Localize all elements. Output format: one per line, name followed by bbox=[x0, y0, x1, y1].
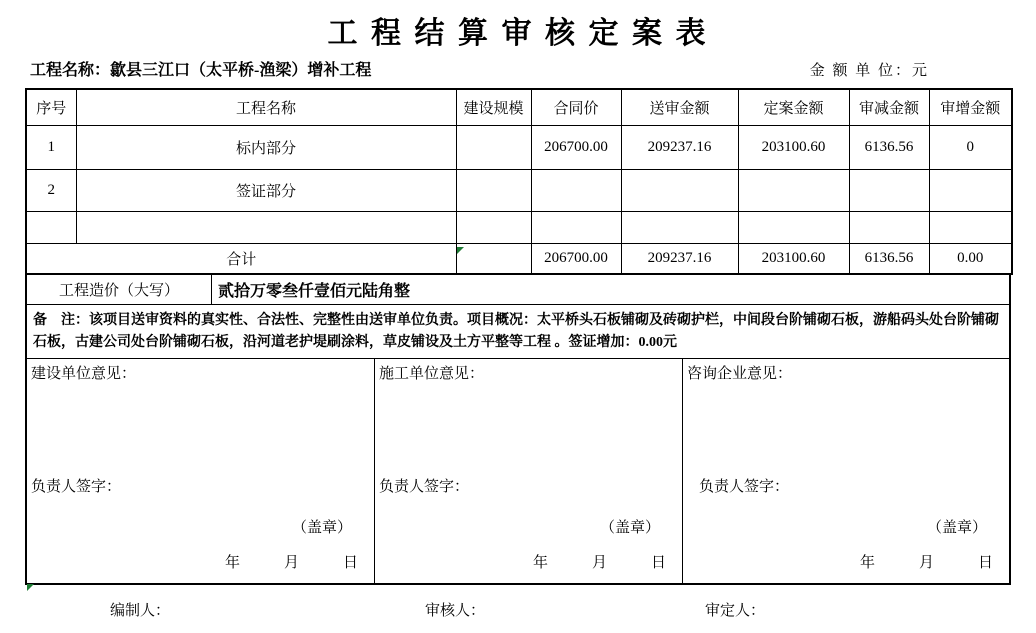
day-label: 日 bbox=[977, 555, 993, 571]
signature-label: 负责人签字： bbox=[31, 479, 122, 495]
seal-label: （盖章） bbox=[291, 520, 352, 536]
preparer-label: 编制人： bbox=[110, 603, 171, 619]
cell-scale bbox=[456, 125, 531, 169]
cell-project-name bbox=[76, 211, 456, 243]
cell-seq: 1 bbox=[26, 125, 76, 169]
cell-reduced: 6136.56 bbox=[849, 125, 929, 169]
total-label: 合计 bbox=[26, 243, 456, 274]
cell-increased: 0 bbox=[929, 125, 1012, 169]
opinion-box-owner bbox=[27, 359, 374, 583]
footer-row bbox=[0, 599, 1036, 621]
total-finalized: 203100.60 bbox=[738, 243, 849, 274]
cell-project-name: 标内部分 bbox=[76, 125, 456, 169]
cell-submitted bbox=[621, 169, 738, 211]
opinion-title: 建设单位意见： bbox=[31, 366, 137, 382]
month-label: 月 bbox=[283, 555, 299, 571]
signature-label: 负责人签字： bbox=[379, 479, 470, 495]
col-header-seq: 序号 bbox=[26, 89, 76, 125]
year-label: 年 bbox=[532, 555, 548, 571]
total-scale bbox=[456, 243, 531, 274]
col-header-finalized: 定案金额 bbox=[738, 89, 849, 125]
col-header-reduced: 审减金额 bbox=[849, 89, 929, 125]
table-row bbox=[26, 125, 1012, 169]
cell-contract: 206700.00 bbox=[531, 125, 621, 169]
cell-seq: 2 bbox=[26, 169, 76, 211]
cell-contract bbox=[531, 169, 621, 211]
total-contract: 206700.00 bbox=[531, 243, 621, 274]
cell-finalized: 203100.60 bbox=[738, 125, 849, 169]
total-increased: 0.00 bbox=[929, 243, 1012, 274]
summary-grid bbox=[25, 88, 1013, 275]
col-header-project: 工程名称 bbox=[76, 89, 456, 125]
year-label: 年 bbox=[859, 555, 875, 571]
day-label: 日 bbox=[342, 555, 358, 571]
seal-label: （盖章） bbox=[926, 520, 987, 536]
col-header-contract: 合同价 bbox=[531, 89, 621, 125]
month-label: 月 bbox=[591, 555, 607, 571]
page-title: 工 程 结 算 审 核 定 案 表 bbox=[327, 17, 709, 50]
cost-in-words-value: 贰拾万零叁仟壹佰元陆角整 bbox=[218, 283, 411, 300]
table-header-row bbox=[26, 89, 1012, 125]
approver-label: 审定人： bbox=[705, 603, 766, 619]
date-line bbox=[533, 551, 666, 572]
col-header-scale: 建设规模 bbox=[456, 89, 531, 125]
opinion-title: 施工单位意见： bbox=[379, 366, 485, 382]
cell-reduced bbox=[849, 169, 929, 211]
project-name-label: 工程名称：歙县三江口（太平桥-渔梁）增补工程 bbox=[30, 62, 372, 79]
date-line bbox=[225, 551, 358, 572]
cell-scale bbox=[456, 211, 531, 243]
cell-scale bbox=[456, 169, 531, 211]
cell-submitted bbox=[621, 211, 738, 243]
cell-project-name: 签证部分 bbox=[76, 169, 456, 211]
total-reduced: 6136.56 bbox=[849, 243, 929, 274]
error-indicator-triangle bbox=[27, 584, 34, 591]
seal-label: （盖章） bbox=[599, 520, 660, 536]
cell-finalized bbox=[738, 169, 849, 211]
remark-row: 备 注：该项目送审资料的真实性、合法性、完整性由送审单位负责。项目概况：太平桥头石板铺砌及砖砌护栏，中间段台阶铺砌石板，游船码头处台阶铺砌石板，古建公司处台阶铺砌石板，沿河道老护堤刷涂料，草皮铺设及土方平整等工程 。签证增加：0.00元 bbox=[25, 305, 1011, 359]
day-label: 日 bbox=[650, 555, 666, 571]
cell-submitted: 209237.16 bbox=[621, 125, 738, 169]
error-indicator-triangle bbox=[457, 247, 464, 254]
date-line bbox=[860, 551, 993, 572]
reviewer-label: 审核人： bbox=[425, 603, 486, 619]
cell-increased bbox=[929, 169, 1012, 211]
year-label: 年 bbox=[224, 555, 240, 571]
cell-increased bbox=[929, 211, 1012, 243]
cost-in-words-label: 工程造价（大写） bbox=[27, 275, 212, 304]
month-label: 月 bbox=[918, 555, 934, 571]
table-row-empty bbox=[26, 211, 1012, 243]
col-header-increased: 审增金额 bbox=[929, 89, 1012, 125]
col-header-submitted: 送审金额 bbox=[621, 89, 738, 125]
amount-unit-label: 金 额 单 位：元 bbox=[809, 63, 929, 79]
cell-reduced bbox=[849, 211, 929, 243]
subtitle-row bbox=[30, 57, 1011, 80]
opinion-box-contractor bbox=[374, 359, 682, 583]
cell-contract bbox=[531, 211, 621, 243]
main-table bbox=[25, 88, 1011, 585]
opinions-row bbox=[25, 359, 1011, 585]
table-row bbox=[26, 169, 1012, 211]
signature-label: 负责人签字： bbox=[699, 479, 790, 495]
total-submitted: 209237.16 bbox=[621, 243, 738, 274]
opinion-box-consultant bbox=[682, 359, 1009, 583]
opinion-title: 咨询企业意见： bbox=[687, 366, 793, 382]
cell-seq bbox=[26, 211, 76, 243]
total-row bbox=[26, 243, 1012, 274]
cell-finalized bbox=[738, 211, 849, 243]
cost-in-words-row bbox=[25, 275, 1011, 305]
